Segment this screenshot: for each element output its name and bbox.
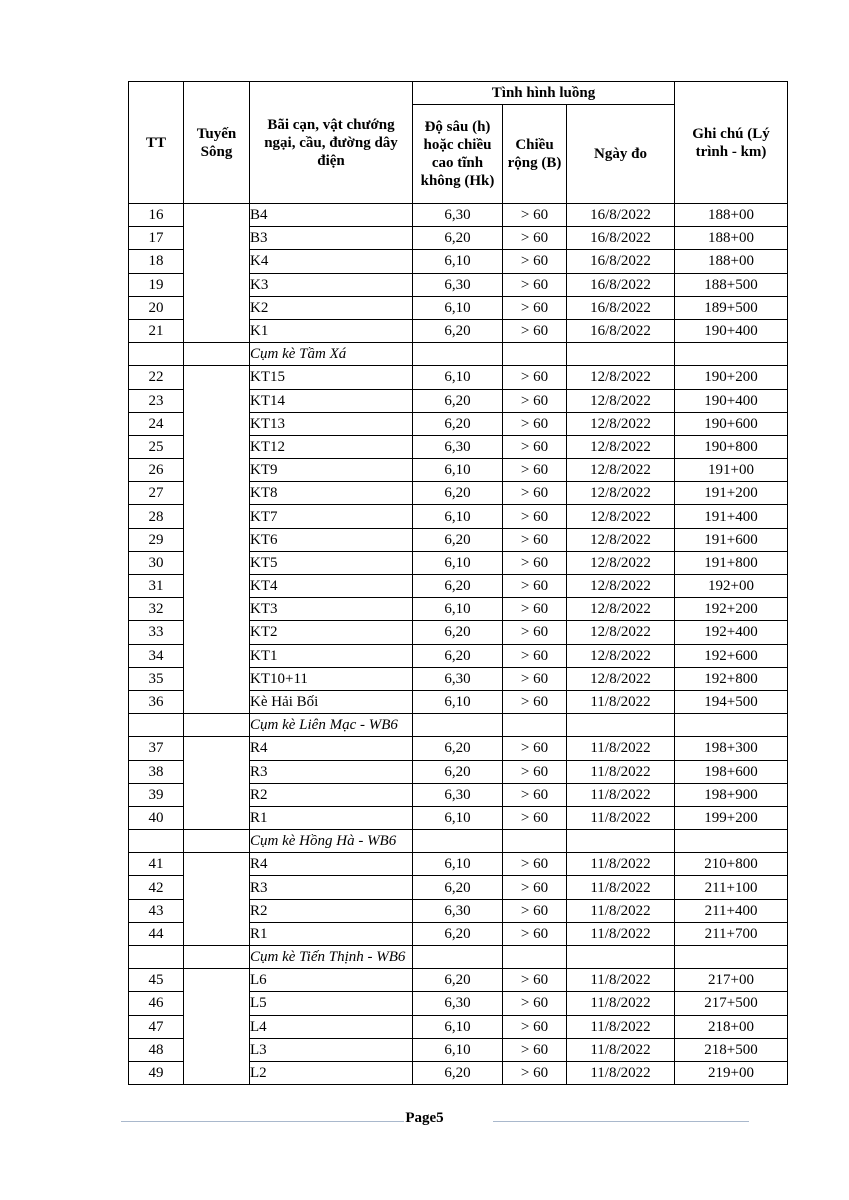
header-ghi-chu: Ghi chú (Lý trình - km) [675, 82, 788, 204]
row-chainage: 210+800 [675, 853, 788, 876]
row-chainage: 190+600 [675, 412, 788, 435]
header-tt: TT [129, 82, 184, 204]
row-obstacle: KT15 [250, 366, 413, 389]
row-width: > 60 [503, 250, 567, 273]
group-empty-cell [503, 830, 567, 853]
row-date: 12/8/2022 [567, 435, 675, 458]
row-depth: 6,20 [413, 1061, 503, 1084]
group-empty-cell [675, 343, 788, 366]
group-row [129, 343, 788, 366]
row-obstacle: L2 [250, 1061, 413, 1084]
row-chainage: 198+600 [675, 760, 788, 783]
row-chainage: 191+800 [675, 551, 788, 574]
row-depth: 6,10 [413, 250, 503, 273]
group-title: Cụm kè Tầm Xá [250, 343, 413, 366]
row-chainage: 192+800 [675, 667, 788, 690]
row-chainage: 218+00 [675, 1015, 788, 1038]
row-tt: 18 [129, 250, 184, 273]
row-width: > 60 [503, 737, 567, 760]
row-width: > 60 [503, 227, 567, 250]
row-tt: 31 [129, 575, 184, 598]
row-width: > 60 [503, 319, 567, 342]
row-obstacle: R2 [250, 899, 413, 922]
row-obstacle: R1 [250, 806, 413, 829]
row-tt: 36 [129, 690, 184, 713]
group-empty-cell [567, 343, 675, 366]
row-width: > 60 [503, 1061, 567, 1084]
group-empty-cell [503, 946, 567, 969]
row-obstacle: R1 [250, 922, 413, 945]
row-depth: 6,20 [413, 621, 503, 644]
row-tt: 46 [129, 992, 184, 1015]
row-tt: 25 [129, 435, 184, 458]
row-obstacle: L6 [250, 969, 413, 992]
row-chainage: 199+200 [675, 806, 788, 829]
group-empty-cell [503, 714, 567, 737]
row-obstacle: R3 [250, 876, 413, 899]
row-tt: 39 [129, 783, 184, 806]
row-depth: 6,10 [413, 853, 503, 876]
row-date: 11/8/2022 [567, 1061, 675, 1084]
row-width: > 60 [503, 899, 567, 922]
row-date: 11/8/2022 [567, 737, 675, 760]
group-empty-cell [413, 946, 503, 969]
row-date: 12/8/2022 [567, 667, 675, 690]
row-tt: 17 [129, 227, 184, 250]
row-width: > 60 [503, 366, 567, 389]
row-date: 16/8/2022 [567, 250, 675, 273]
group-river-cell [184, 946, 250, 969]
row-date: 11/8/2022 [567, 690, 675, 713]
row-date: 16/8/2022 [567, 227, 675, 250]
row-obstacle: K2 [250, 296, 413, 319]
row-tt: 33 [129, 621, 184, 644]
table-row [129, 969, 788, 992]
group-row [129, 946, 788, 969]
row-obstacle: KT6 [250, 528, 413, 551]
row-tt: 44 [129, 922, 184, 945]
row-obstacle: L3 [250, 1038, 413, 1061]
row-obstacle: KT10+11 [250, 667, 413, 690]
row-tt: 42 [129, 876, 184, 899]
row-width: > 60 [503, 505, 567, 528]
header-tuyen-song: Tuyến Sông [184, 82, 250, 204]
group-title: Cụm kè Liên Mạc - WB6 [250, 714, 413, 737]
row-chainage: 191+200 [675, 482, 788, 505]
row-obstacle: K3 [250, 273, 413, 296]
row-tt: 41 [129, 853, 184, 876]
row-chainage: 189+500 [675, 296, 788, 319]
river-cell [184, 853, 250, 946]
header-bai-can: Bãi cạn, vật chướng ngại, cầu, đường dây điện [250, 82, 413, 204]
row-obstacle: KT2 [250, 621, 413, 644]
row-obstacle: B4 [250, 204, 413, 227]
row-date: 11/8/2022 [567, 806, 675, 829]
row-chainage: 188+00 [675, 204, 788, 227]
row-width: > 60 [503, 876, 567, 899]
row-depth: 6,20 [413, 969, 503, 992]
row-chainage: 198+300 [675, 737, 788, 760]
row-chainage: 217+500 [675, 992, 788, 1015]
row-chainage: 191+400 [675, 505, 788, 528]
row-date: 12/8/2022 [567, 412, 675, 435]
group-row [129, 714, 788, 737]
row-tt: 32 [129, 598, 184, 621]
row-date: 16/8/2022 [567, 296, 675, 319]
row-date: 12/8/2022 [567, 551, 675, 574]
row-width: > 60 [503, 621, 567, 644]
row-date: 12/8/2022 [567, 528, 675, 551]
row-width: > 60 [503, 412, 567, 435]
group-tt-cell [129, 714, 184, 737]
group-empty-cell [675, 830, 788, 853]
group-row [129, 830, 788, 853]
row-width: > 60 [503, 690, 567, 713]
row-obstacle: KT13 [250, 412, 413, 435]
row-depth: 6,30 [413, 783, 503, 806]
river-cell [184, 366, 250, 714]
row-width: > 60 [503, 273, 567, 296]
row-chainage: 192+600 [675, 644, 788, 667]
row-date: 11/8/2022 [567, 899, 675, 922]
row-date: 12/8/2022 [567, 575, 675, 598]
row-date: 12/8/2022 [567, 366, 675, 389]
row-depth: 6,10 [413, 1015, 503, 1038]
row-chainage: 194+500 [675, 690, 788, 713]
row-chainage: 191+00 [675, 459, 788, 482]
row-depth: 6,10 [413, 1038, 503, 1061]
row-width: > 60 [503, 667, 567, 690]
group-empty-cell [675, 714, 788, 737]
river-cell [184, 204, 250, 343]
row-tt: 40 [129, 806, 184, 829]
row-chainage: 211+700 [675, 922, 788, 945]
row-date: 11/8/2022 [567, 969, 675, 992]
row-chainage: 188+00 [675, 227, 788, 250]
group-empty-cell [413, 343, 503, 366]
row-obstacle: R3 [250, 760, 413, 783]
group-empty-cell [567, 830, 675, 853]
row-tt: 48 [129, 1038, 184, 1061]
row-date: 11/8/2022 [567, 1015, 675, 1038]
row-depth: 6,10 [413, 296, 503, 319]
group-title: Cụm kè Tiến Thịnh - WB6 [250, 946, 413, 969]
row-obstacle: KT4 [250, 575, 413, 598]
row-chainage: 190+400 [675, 389, 788, 412]
row-width: > 60 [503, 760, 567, 783]
row-tt: 16 [129, 204, 184, 227]
group-river-cell [184, 343, 250, 366]
row-tt: 20 [129, 296, 184, 319]
row-depth: 6,20 [413, 922, 503, 945]
row-width: > 60 [503, 1038, 567, 1061]
row-chainage: 217+00 [675, 969, 788, 992]
group-river-cell [184, 830, 250, 853]
row-depth: 6,10 [413, 690, 503, 713]
group-empty-cell [567, 714, 675, 737]
row-depth: 6,30 [413, 667, 503, 690]
row-chainage: 190+800 [675, 435, 788, 458]
row-obstacle: KT8 [250, 482, 413, 505]
row-obstacle: K4 [250, 250, 413, 273]
row-chainage: 188+00 [675, 250, 788, 273]
row-tt: 45 [129, 969, 184, 992]
row-tt: 21 [129, 319, 184, 342]
header-ngay-do: Ngày đo [567, 105, 675, 204]
row-obstacle: K1 [250, 319, 413, 342]
row-depth: 6,10 [413, 598, 503, 621]
row-width: > 60 [503, 459, 567, 482]
row-width: > 60 [503, 528, 567, 551]
row-width: > 60 [503, 575, 567, 598]
row-date: 16/8/2022 [567, 319, 675, 342]
page-footer [0, 1108, 849, 1134]
row-width: > 60 [503, 969, 567, 992]
row-tt: 43 [129, 899, 184, 922]
row-width: > 60 [503, 389, 567, 412]
row-obstacle: R4 [250, 853, 413, 876]
row-date: 11/8/2022 [567, 783, 675, 806]
row-date: 16/8/2022 [567, 273, 675, 296]
row-obstacle: R2 [250, 783, 413, 806]
header-chieu-rong: Chiều rộng (B) [503, 105, 567, 204]
page-number: Page5 [405, 1110, 444, 1126]
row-chainage: 188+500 [675, 273, 788, 296]
row-date: 11/8/2022 [567, 992, 675, 1015]
group-tt-cell [129, 343, 184, 366]
header-tinh-hinh-luong: Tình hình luồng [413, 82, 675, 105]
row-date: 12/8/2022 [567, 621, 675, 644]
row-obstacle: L4 [250, 1015, 413, 1038]
row-chainage: 190+400 [675, 319, 788, 342]
row-width: > 60 [503, 806, 567, 829]
row-depth: 6,20 [413, 876, 503, 899]
row-date: 11/8/2022 [567, 1038, 675, 1061]
row-depth: 6,10 [413, 459, 503, 482]
row-obstacle: B3 [250, 227, 413, 250]
table-row [129, 853, 788, 876]
row-date: 12/8/2022 [567, 505, 675, 528]
row-date: 11/8/2022 [567, 760, 675, 783]
row-tt: 19 [129, 273, 184, 296]
row-date: 12/8/2022 [567, 644, 675, 667]
table-row [129, 204, 788, 227]
row-tt: 37 [129, 737, 184, 760]
row-depth: 6,20 [413, 319, 503, 342]
group-title: Cụm kè Hồng Hà - WB6 [250, 830, 413, 853]
row-chainage: 211+100 [675, 876, 788, 899]
row-depth: 6,20 [413, 482, 503, 505]
row-width: > 60 [503, 1015, 567, 1038]
row-chainage: 192+400 [675, 621, 788, 644]
river-cell [184, 969, 250, 1085]
row-tt: 47 [129, 1015, 184, 1038]
row-obstacle: Kè Hải Bối [250, 690, 413, 713]
row-date: 12/8/2022 [567, 598, 675, 621]
group-empty-cell [413, 830, 503, 853]
row-width: > 60 [503, 435, 567, 458]
row-obstacle: KT1 [250, 644, 413, 667]
row-chainage: 190+200 [675, 366, 788, 389]
row-date: 11/8/2022 [567, 922, 675, 945]
row-date: 11/8/2022 [567, 876, 675, 899]
row-tt: 28 [129, 505, 184, 528]
row-width: > 60 [503, 992, 567, 1015]
group-empty-cell [675, 946, 788, 969]
row-width: > 60 [503, 783, 567, 806]
row-depth: 6,20 [413, 644, 503, 667]
row-width: > 60 [503, 853, 567, 876]
row-date: 12/8/2022 [567, 459, 675, 482]
row-tt: 23 [129, 389, 184, 412]
row-tt: 29 [129, 528, 184, 551]
group-tt-cell [129, 946, 184, 969]
row-depth: 6,10 [413, 366, 503, 389]
channel-status-table [128, 81, 788, 1085]
row-width: > 60 [503, 551, 567, 574]
row-depth: 6,20 [413, 528, 503, 551]
row-date: 16/8/2022 [567, 204, 675, 227]
group-empty-cell [567, 946, 675, 969]
row-date: 12/8/2022 [567, 482, 675, 505]
row-tt: 27 [129, 482, 184, 505]
row-depth: 6,30 [413, 899, 503, 922]
row-tt: 26 [129, 459, 184, 482]
river-cell [184, 737, 250, 830]
row-depth: 6,30 [413, 992, 503, 1015]
row-tt: 22 [129, 366, 184, 389]
row-obstacle: L5 [250, 992, 413, 1015]
header-do-sau: Độ sâu (h) hoặc chiều cao tĩnh không (Hk) [413, 105, 503, 204]
row-obstacle: KT14 [250, 389, 413, 412]
row-depth: 6,20 [413, 227, 503, 250]
group-empty-cell [503, 343, 567, 366]
row-depth: 6,10 [413, 505, 503, 528]
group-empty-cell [413, 714, 503, 737]
row-chainage: 211+400 [675, 899, 788, 922]
row-width: > 60 [503, 482, 567, 505]
row-obstacle: KT9 [250, 459, 413, 482]
row-date: 11/8/2022 [567, 853, 675, 876]
row-depth: 6,20 [413, 760, 503, 783]
row-chainage: 192+200 [675, 598, 788, 621]
row-chainage: 191+600 [675, 528, 788, 551]
row-width: > 60 [503, 644, 567, 667]
row-obstacle: KT7 [250, 505, 413, 528]
row-obstacle: KT5 [250, 551, 413, 574]
row-depth: 6,30 [413, 435, 503, 458]
row-width: > 60 [503, 598, 567, 621]
row-tt: 35 [129, 667, 184, 690]
row-tt: 30 [129, 551, 184, 574]
row-tt: 34 [129, 644, 184, 667]
row-chainage: 198+900 [675, 783, 788, 806]
row-tt: 24 [129, 412, 184, 435]
row-depth: 6,20 [413, 575, 503, 598]
row-depth: 6,30 [413, 204, 503, 227]
group-tt-cell [129, 830, 184, 853]
row-obstacle: KT12 [250, 435, 413, 458]
row-chainage: 218+500 [675, 1038, 788, 1061]
row-tt: 49 [129, 1061, 184, 1084]
row-chainage: 219+00 [675, 1061, 788, 1084]
row-depth: 6,20 [413, 737, 503, 760]
row-chainage: 192+00 [675, 575, 788, 598]
row-depth: 6,10 [413, 806, 503, 829]
group-river-cell [184, 714, 250, 737]
row-width: > 60 [503, 922, 567, 945]
row-date: 12/8/2022 [567, 389, 675, 412]
row-depth: 6,30 [413, 273, 503, 296]
table-row [129, 366, 788, 389]
footer-rule-right [493, 1121, 749, 1122]
row-depth: 6,20 [413, 389, 503, 412]
row-depth: 6,20 [413, 412, 503, 435]
row-width: > 60 [503, 204, 567, 227]
row-width: > 60 [503, 296, 567, 319]
row-obstacle: R4 [250, 737, 413, 760]
row-depth: 6,10 [413, 551, 503, 574]
table-row [129, 737, 788, 760]
row-tt: 38 [129, 760, 184, 783]
row-obstacle: KT3 [250, 598, 413, 621]
